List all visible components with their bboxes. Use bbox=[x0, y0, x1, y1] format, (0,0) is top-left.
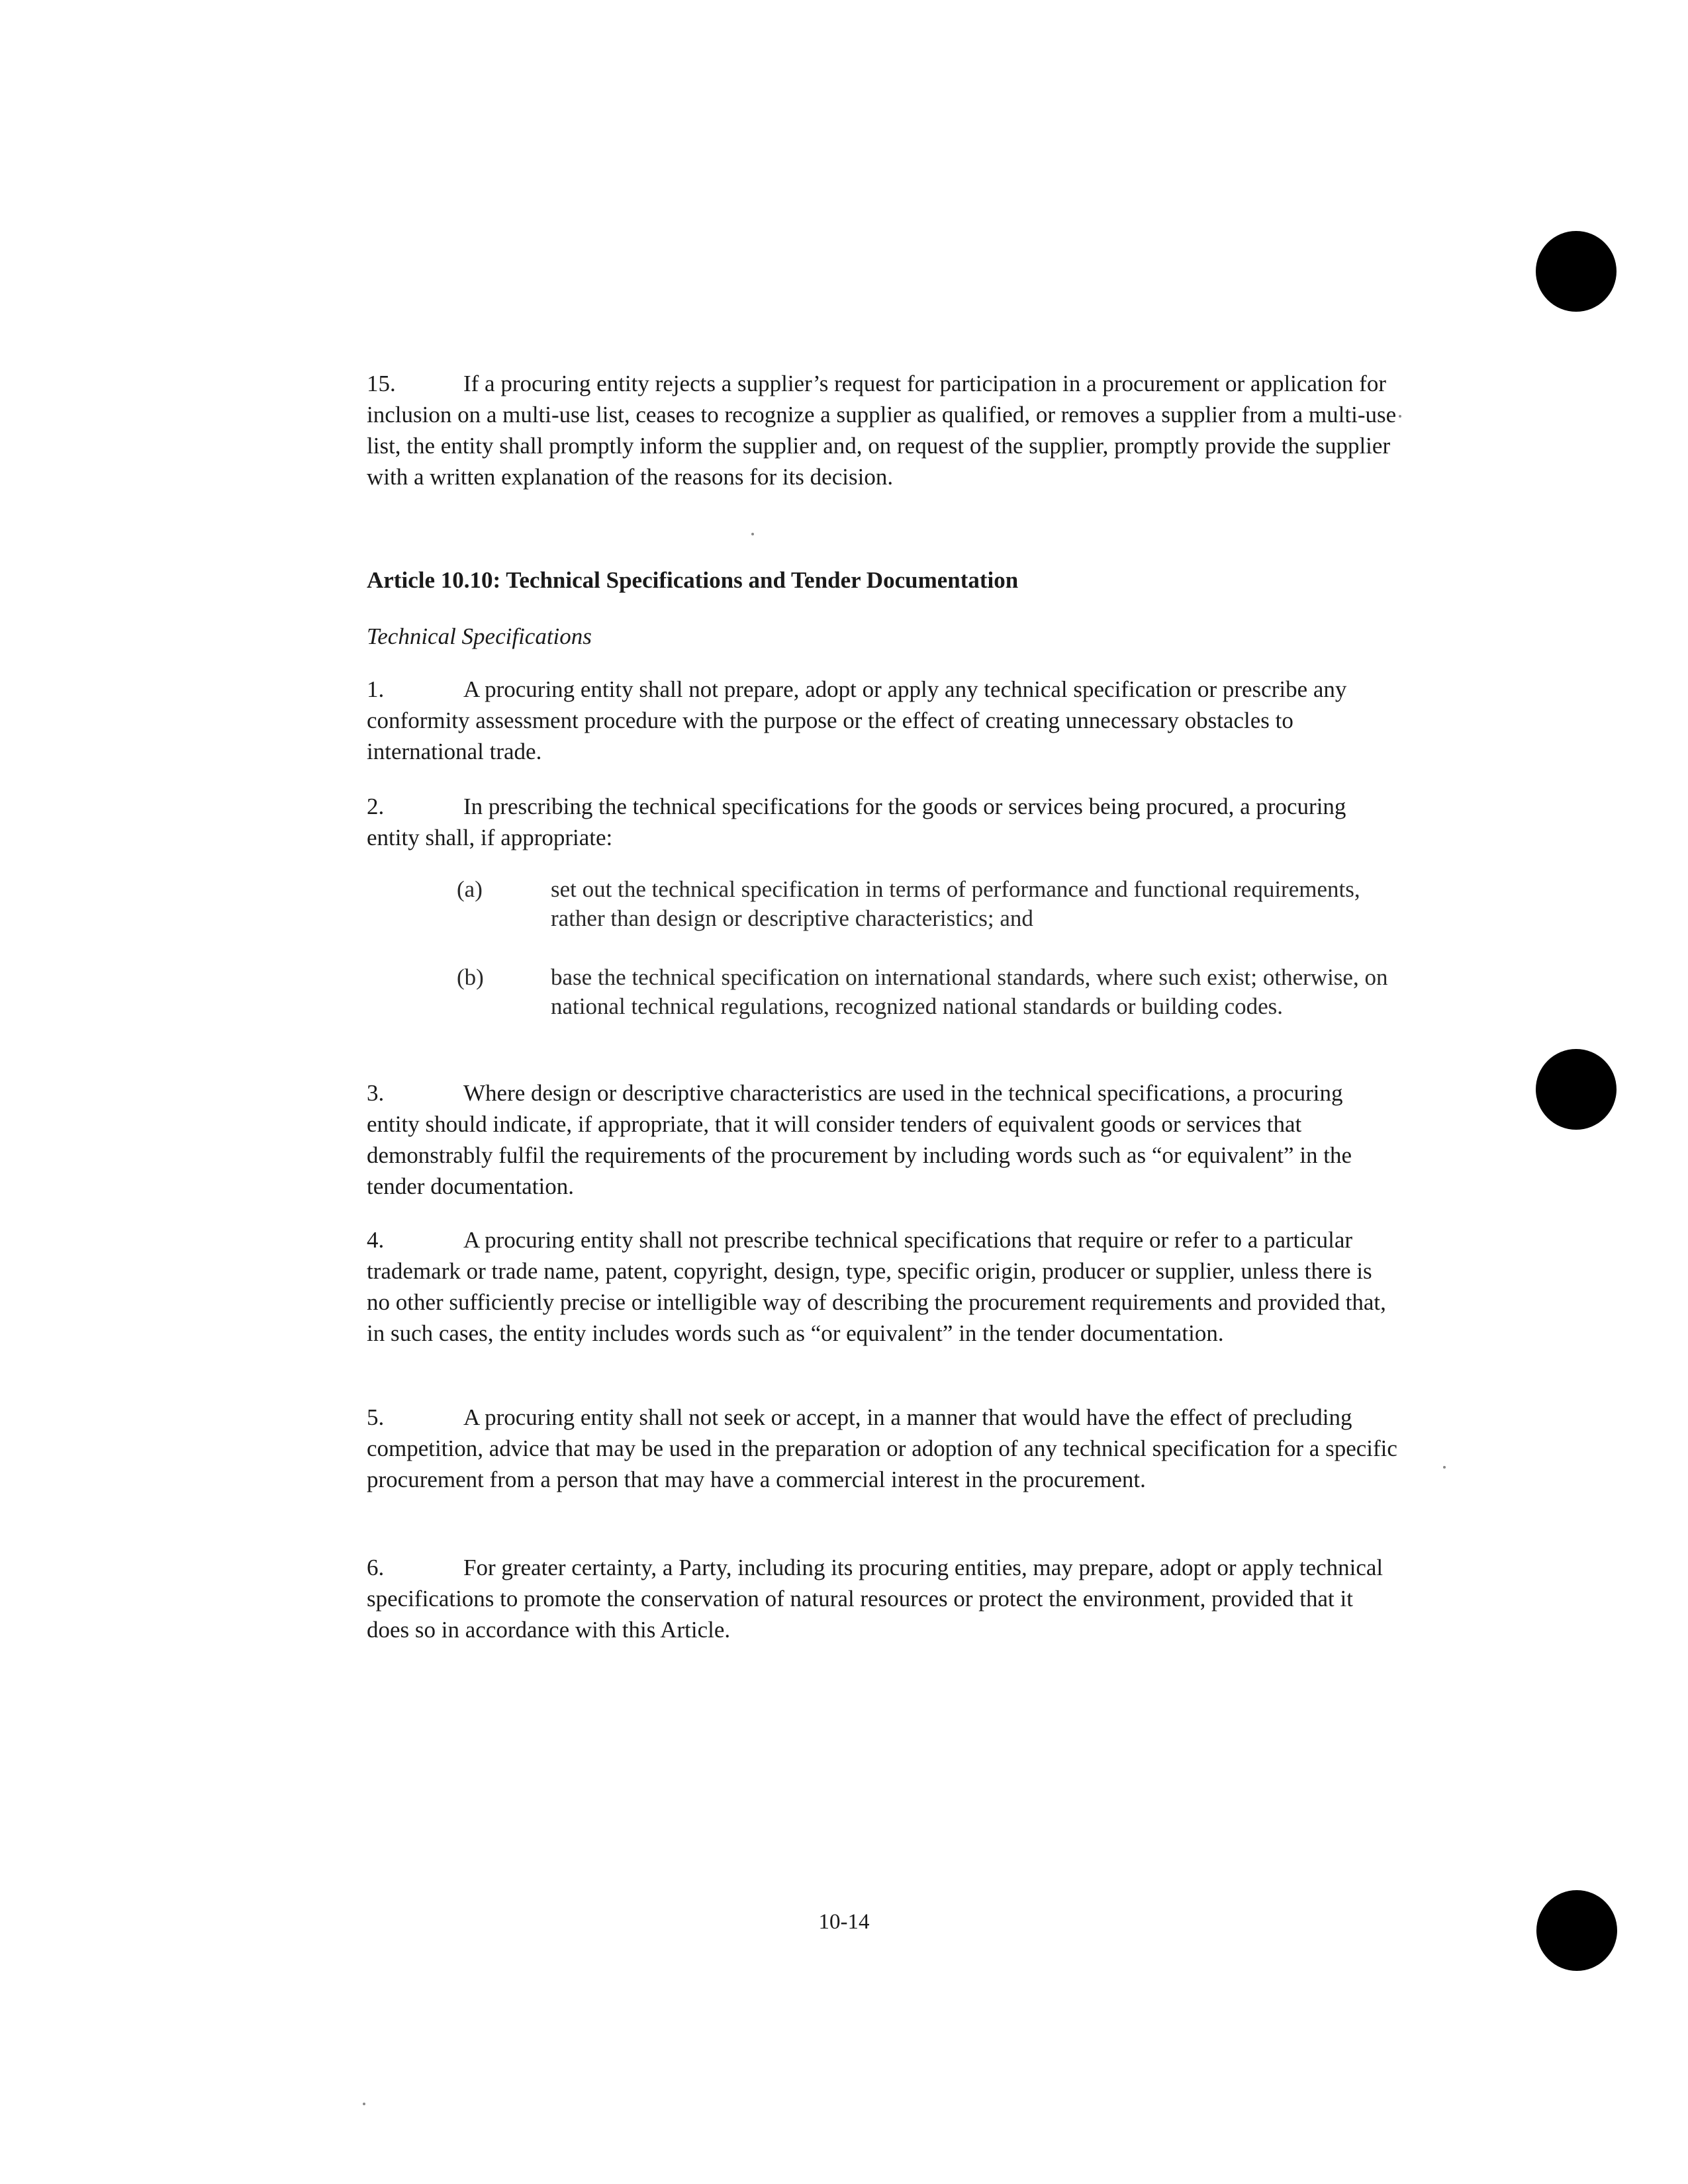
paragraph-3 bbox=[367, 1077, 1399, 1202]
paragraph-text: For greater certainty, a Party, including its procuring entities, may prepare, adopt or apply technical specifications to promote the conservation of natural resources or protect the environment, provided that it does so in accordance with this Article. bbox=[367, 1555, 1383, 1643]
paragraph-text: In prescribing the technical specifications for the goods or services being procured, a procuring entity shall, if appropriate: bbox=[367, 794, 1346, 850]
paragraph-number: 3. bbox=[367, 1080, 385, 1106]
paragraph-15 bbox=[367, 368, 1399, 492]
scan-speck bbox=[1443, 1466, 1446, 1469]
punch-hole-top bbox=[1536, 231, 1617, 312]
paragraph-4 bbox=[367, 1224, 1399, 1349]
paragraph-text: A procuring entity shall not prescribe technical specifications that require or refer to a particular trademark or trade name, patent, copyright, design, type, specific origin, producer or supplier, unless there is no other sufficiently precise or intelligible way of describing the procurement requirements and provided that, in such cases, the entity includes words such as “or equivalent” in the tender documentation. bbox=[367, 1227, 1386, 1346]
paragraph-number: 1. bbox=[367, 676, 385, 702]
paragraph-text: Where design or descriptive characteristics are used in the technical specifications, a procuring entity should indicate, if appropriate, that it will consider tenders of equivalent goods or services that demonstrably fulfil the requirements of the procurement by including words such as “or equivalent” in the tender documentation. bbox=[367, 1080, 1352, 1199]
paragraph-number: 15. bbox=[367, 371, 396, 396]
scan-speck bbox=[363, 2103, 365, 2105]
scan-speck bbox=[1399, 415, 1401, 418]
paragraph-text: If a procuring entity rejects a supplier’s request for participation in a procurement or application for inclusion on a multi-use list, ceases to recognize a supplier as qualified, or removes a supplier from a multi-use list, the entity shall promptly inform the supplier and, on request of the supplier, promptly provide the supplier with a written explanation of the reasons for its decision. bbox=[367, 371, 1397, 490]
sub-item-text: set out the technical specification in terms of performance and functional requirements, rather than design or descriptive characteristics; and bbox=[551, 876, 1360, 931]
article-heading: Article 10.10: Technical Specifications and Tender Documentation bbox=[367, 567, 1019, 593]
paragraph-5 bbox=[367, 1402, 1399, 1495]
sub-item-label: (b) bbox=[457, 964, 484, 990]
paragraph-text: A procuring entity shall not prepare, adopt or apply any technical specification or prescribe any conformity assessment procedure with the purpose or the effect of creating unnecessary obstacles to international trade. bbox=[367, 676, 1347, 764]
paragraph-number: 5. bbox=[367, 1404, 385, 1430]
punch-hole-middle bbox=[1536, 1049, 1617, 1130]
paragraph-6 bbox=[367, 1552, 1399, 1645]
sub-item-b bbox=[457, 963, 1390, 1021]
scan-speck bbox=[751, 533, 754, 535]
sub-item-text: base the technical specification on international standards, where such exist; otherwise, on national technical regulations, recognized national standards or building codes. bbox=[551, 964, 1388, 1019]
section-subheading: Technical Specifications bbox=[367, 623, 592, 649]
page-number: 10-14 bbox=[818, 1910, 870, 1934]
paragraph-2 bbox=[367, 791, 1399, 853]
paragraph-number: 2. bbox=[367, 794, 385, 819]
sub-item-a bbox=[457, 875, 1390, 933]
paragraph-text: A procuring entity shall not seek or accept, in a manner that would have the effect of precluding competition, advice that may be used in the preparation or adoption of any technical specification for a specific procurement from a person that may have a commercial interest in the procurement. bbox=[367, 1404, 1397, 1492]
sub-item-label: (a) bbox=[457, 876, 483, 902]
paragraph-number: 4. bbox=[367, 1227, 385, 1253]
paragraph-1 bbox=[367, 674, 1399, 767]
paragraph-number: 6. bbox=[367, 1555, 385, 1580]
